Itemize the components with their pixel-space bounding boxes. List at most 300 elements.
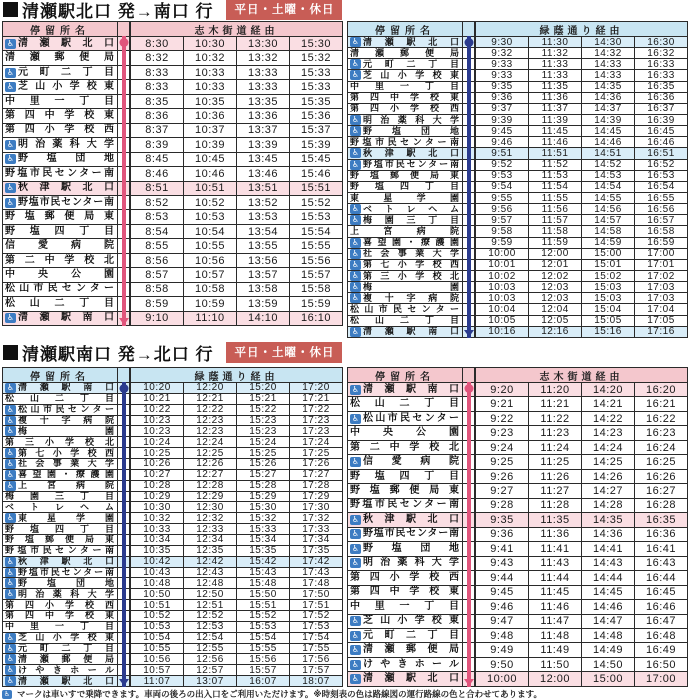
time-cell: 10:05 — [488, 315, 516, 326]
route-line-cell — [118, 95, 131, 108]
route-line-header — [118, 22, 131, 36]
time-cell: 16:43 — [634, 557, 687, 570]
time-cell: 12:04 — [528, 304, 581, 314]
stop-row — [348, 81, 687, 92]
route-line-cell — [118, 225, 131, 238]
stop-row — [348, 159, 687, 170]
route-line-cell — [463, 557, 476, 570]
route-line-cell — [118, 297, 131, 310]
weekday-badge: 平日・土曜・休日 — [226, 0, 342, 20]
stop-name: 第七小学校西 — [363, 259, 459, 270]
section-title-label: 清瀬駅北口 発→南口 行 — [22, 2, 214, 21]
time-cell: 10:00 — [476, 672, 528, 685]
stop-row — [348, 203, 687, 214]
time-cell: 12:48 — [183, 578, 236, 588]
time-cell: 15:24 — [236, 437, 289, 447]
stop-name-cell — [3, 80, 118, 93]
wheelchair-icon: ♿ — [6, 426, 15, 436]
time-cell: 15:53 — [236, 622, 289, 632]
stop-name: 野塩市民センター南 — [363, 159, 459, 170]
time-cell: 14:25 — [581, 455, 634, 468]
time-cell: 14:36 — [581, 528, 634, 541]
time-cell: 11:37 — [528, 104, 581, 114]
time-cell: 12:21 — [183, 394, 236, 404]
stop-row — [348, 69, 687, 80]
time-cell: 17:23 — [289, 416, 342, 426]
section-title-text — [3, 0, 213, 22]
time-cell: 17:24 — [289, 437, 342, 447]
time-cell: 10:36 — [183, 109, 236, 122]
stop-name: 芝山小学校東 — [18, 81, 114, 93]
stop-row — [348, 614, 687, 628]
time-cell: 11:24 — [528, 441, 581, 454]
stop-name-cell — [348, 182, 463, 192]
stop-name: 野塩市民センター南 — [363, 528, 459, 540]
stop-name: 野塩市民センター南 — [350, 499, 459, 511]
time-cell: 8:52 — [145, 196, 169, 209]
time-cell: 10:26 — [143, 459, 171, 469]
stop-name: 第四小学校西 — [5, 600, 114, 610]
time-cell: 14:54 — [581, 182, 634, 192]
stop-row — [348, 92, 687, 103]
route-line-cell — [463, 513, 476, 526]
route-line-cell — [463, 70, 476, 80]
time-cell: 12:57 — [183, 665, 236, 675]
time-cell: 12:52 — [183, 611, 236, 621]
route-header: 緑蔭通り経由 — [476, 22, 687, 36]
stop-row — [348, 671, 687, 685]
route-line-cell — [463, 470, 476, 483]
time-cell: 11:48 — [528, 629, 581, 642]
route-line-cell — [463, 615, 476, 628]
wheelchair-icon: ♿ — [351, 59, 360, 69]
time-cell: 14:56 — [581, 204, 634, 214]
route-line-cell — [118, 502, 131, 512]
stop-row — [348, 326, 687, 337]
wheelchair-icon: ♿ — [351, 271, 360, 281]
time-cell: 14:10 — [236, 312, 289, 325]
stop-name-cell — [3, 676, 118, 686]
time-cell: 15:56 — [289, 254, 342, 267]
time-cell: 14:44 — [581, 571, 634, 584]
time-cell: 11:41 — [528, 542, 581, 555]
time-cell: 10:53 — [183, 210, 236, 223]
stop-name-cell — [3, 254, 118, 267]
stop-name-cell — [348, 571, 463, 584]
time-cell: 10:59 — [183, 297, 236, 310]
wheelchair-icon: ♿ — [6, 82, 15, 92]
time-cell: 16:41 — [634, 542, 687, 555]
stop-name-cell — [3, 312, 118, 325]
stop-row — [3, 480, 342, 491]
wheelchair-icon: ♿ — [6, 643, 15, 653]
stop-name: 社会事業大学 — [18, 459, 114, 469]
route-line-cell — [463, 148, 476, 158]
time-cell: 13:07 — [183, 676, 236, 686]
stop-row — [3, 195, 342, 209]
wheelchair-icon: ♿ — [6, 38, 15, 48]
time-cell: 12:56 — [183, 654, 236, 664]
time-cell: 17:23 — [289, 426, 342, 436]
stop-name: 松山二丁目 — [350, 315, 459, 326]
route-line-cell — [118, 109, 131, 122]
wheelchair-icon: ♿ — [351, 204, 360, 214]
route-line-cell — [118, 665, 131, 675]
time-cell: 10:53 — [143, 621, 171, 632]
time-cell: 10:51 — [143, 600, 171, 611]
stop-name-cell — [3, 210, 118, 223]
time-cell: 14:57 — [581, 215, 634, 225]
section-title-label: 清瀬駅南口 発→北口 行 — [22, 345, 214, 364]
stop-row — [3, 137, 342, 151]
route-header: 志木街道経由 — [131, 22, 342, 36]
stop-name: 芝山小学校東 — [363, 70, 459, 80]
time-cell: 9:30 — [476, 37, 528, 47]
wheelchair-icon: ♿ — [351, 674, 360, 684]
time-cell: 9:45 — [490, 586, 514, 599]
time-cell: 12:54 — [183, 633, 236, 643]
stop-name-cell — [3, 383, 118, 393]
stop-name-cell — [3, 557, 118, 567]
route-line-cell — [118, 448, 131, 458]
route-line-cell — [118, 210, 131, 223]
time-cell: 14:26 — [581, 470, 634, 483]
stop-row — [3, 534, 342, 545]
stop-name: 清瀬駅北口 — [363, 673, 459, 685]
stop-name: 上宮病院 — [350, 226, 459, 236]
time-cell: 12:26 — [183, 459, 236, 469]
time-cell: 16:26 — [634, 470, 687, 483]
wheelchair-icon: ♿ — [6, 197, 15, 207]
time-cell: 8:54 — [145, 225, 169, 238]
time-cell: 17:20 — [289, 383, 342, 393]
time-cell: 10:04 — [488, 304, 516, 315]
stop-name: 第七小学校西 — [18, 448, 114, 458]
time-cell: 16:39 — [634, 115, 687, 125]
stop-name-cell — [3, 66, 118, 79]
route-line-cell — [463, 182, 476, 192]
time-cell: 10:24 — [143, 437, 171, 448]
time-cell: 12:16 — [528, 327, 581, 337]
time-cell: 11:57 — [528, 215, 581, 225]
stop-name: 清瀬駅北口 — [18, 37, 114, 49]
stop-name-cell — [3, 633, 118, 643]
stop-name-cell — [348, 59, 463, 69]
time-cell: 10:55 — [183, 239, 236, 252]
time-cell: 9:35 — [476, 513, 528, 526]
stop-name-cell — [348, 629, 463, 642]
time-cell: 10:57 — [183, 268, 236, 281]
stop-row — [348, 541, 687, 555]
stop-row — [3, 491, 342, 502]
stop-row — [348, 103, 687, 114]
time-cell: 14:22 — [581, 412, 634, 425]
time-cell: 14:45 — [581, 586, 634, 599]
time-cell: 18:07 — [289, 676, 342, 686]
time-cell: 16:45 — [634, 586, 687, 599]
time-cell: 8:57 — [145, 268, 169, 281]
section-title-northbound — [3, 0, 342, 19]
stop-row — [3, 567, 342, 578]
time-cell: 12:22 — [183, 405, 236, 415]
time-cell: 17:30 — [289, 502, 342, 512]
wheelchair-icon: ♿ — [351, 558, 360, 568]
time-cell: 12:35 — [183, 546, 236, 556]
stop-name: 元町二丁目 — [363, 629, 459, 641]
time-cell: 15:51 — [236, 600, 289, 610]
route-line-cell — [463, 37, 476, 47]
stop-row — [3, 267, 342, 281]
time-cell: 13:55 — [236, 239, 289, 252]
stop-name-cell — [348, 93, 463, 103]
stop-row — [3, 404, 342, 415]
title-square-icon — [3, 2, 18, 17]
stop-name-cell — [348, 528, 463, 541]
table-body — [348, 36, 687, 337]
time-cell: 9:35 — [491, 81, 513, 92]
time-cell: 14:21 — [581, 397, 634, 410]
stop-name: 信愛病院 — [5, 240, 114, 252]
wheelchair-icon: ♿ — [6, 313, 15, 323]
stop-name: 清瀬駅南口 — [363, 326, 459, 337]
time-cell: 10:21 — [143, 393, 171, 404]
footer-note-text: マークは車いすで乗降できます。車両の後ろの出入口をご利用いただけます。※時刻表の色は路線図の運行路線の色と合わせてあります。 — [17, 689, 542, 699]
stop-name-cell — [3, 492, 118, 502]
stop-name-cell — [3, 524, 118, 534]
wheelchair-icon: ♿ — [351, 159, 360, 169]
time-cell: 12:28 — [183, 481, 236, 491]
stop-name-cell — [3, 644, 118, 654]
stop-name: 野塩四丁目 — [5, 225, 114, 237]
time-cell: 9:10 — [131, 312, 183, 325]
route-line-cell — [463, 226, 476, 236]
time-cell: 17:51 — [289, 600, 342, 610]
route-line-header — [118, 368, 131, 382]
time-cell: 11:27 — [528, 484, 581, 497]
stop-row — [3, 599, 342, 610]
route-line-cell — [463, 160, 476, 170]
time-cell: 12:23 — [183, 416, 236, 426]
wheelchair-icon: ♿ — [6, 513, 15, 523]
stop-header: 停留所名 — [3, 368, 118, 382]
route-line-cell — [463, 193, 476, 203]
stop-name-cell — [348, 70, 463, 80]
time-cell: 10:02 — [488, 270, 516, 282]
time-cell: 8:55 — [145, 240, 169, 253]
time-cell: 16:27 — [634, 484, 687, 497]
stop-row — [3, 643, 342, 654]
stop-name: けやきホール — [18, 665, 114, 675]
stop-name-cell — [348, 204, 463, 214]
timetable-south-ryokuin — [2, 367, 343, 687]
time-cell: 17:25 — [289, 448, 342, 458]
time-cell: 15:57 — [236, 665, 289, 675]
route-line-cell — [118, 600, 131, 610]
stop-name: 第四中学校東 — [350, 92, 459, 103]
stop-name-cell — [3, 196, 118, 209]
time-cell: 16:47 — [634, 615, 687, 628]
stop-row — [348, 125, 687, 136]
time-cell: 15:23 — [236, 416, 289, 426]
stop-name: 清瀬郵便局 — [5, 52, 114, 64]
stop-row — [348, 512, 687, 526]
time-cell: 16:54 — [634, 182, 687, 192]
stop-name-cell — [348, 282, 463, 292]
time-cell: 13:51 — [236, 182, 289, 195]
time-cell: 13:57 — [236, 268, 289, 281]
wheelchair-icon: ♿ — [6, 139, 15, 149]
stop-name-cell — [348, 484, 463, 497]
stop-name-cell — [3, 502, 118, 512]
time-cell: 8:35 — [145, 95, 169, 108]
stop-name-cell — [3, 239, 118, 252]
time-cell: 12:42 — [183, 557, 236, 567]
route-line-cell — [118, 66, 131, 79]
stop-name-cell — [348, 383, 463, 396]
time-cell: 11:56 — [528, 204, 581, 214]
stop-name: 明治薬科大学 — [18, 138, 114, 150]
time-cell: 11:54 — [528, 182, 581, 192]
time-cell: 14:59 — [581, 238, 634, 248]
route-line-cell — [118, 426, 131, 436]
route-line-cell — [118, 416, 131, 426]
time-cell: 15:54 — [289, 225, 342, 238]
stop-name-cell — [3, 513, 118, 523]
time-cell: 13:52 — [236, 196, 289, 209]
time-cell: 12:29 — [183, 492, 236, 502]
stop-name-cell — [3, 578, 118, 588]
wheelchair-icon: ♿ — [351, 248, 360, 258]
stop-row — [3, 458, 342, 469]
time-cell: 13:30 — [236, 37, 289, 50]
time-cell: 13:58 — [236, 283, 289, 296]
route-line-cell — [463, 542, 476, 555]
table-body — [3, 382, 342, 686]
route-line-cell — [118, 578, 131, 588]
time-cell: 17:00 — [634, 672, 687, 685]
time-cell: 15:29 — [236, 492, 289, 502]
stop-name: 複十字病院 — [363, 293, 459, 303]
route-line-cell — [118, 557, 131, 567]
time-cell: 8:33 — [145, 66, 169, 79]
stop-header: 停留所名 — [3, 22, 118, 36]
time-cell: 11:59 — [528, 238, 581, 248]
time-cell: 11:26 — [528, 470, 581, 483]
time-cell: 14:47 — [581, 615, 634, 628]
route-line-cell — [463, 82, 476, 92]
route-line-cell — [118, 611, 131, 621]
route-line-cell — [118, 254, 131, 267]
time-cell: 16:56 — [634, 204, 687, 214]
stop-name: 野塩市民センター南 — [5, 545, 114, 556]
stop-name: 野塩郵便局東 — [5, 535, 114, 545]
stop-name: 中里一丁目 — [5, 95, 114, 107]
time-cell: 12:02 — [528, 271, 581, 281]
stop-name-cell — [348, 104, 463, 114]
stop-name: 松山市民センター — [350, 304, 459, 314]
time-cell: 11:07 — [131, 676, 183, 686]
stop-row — [3, 282, 342, 296]
time-cell: 15:55 — [236, 644, 289, 654]
stop-name-cell — [348, 643, 463, 656]
stop-name: 中里一丁目 — [350, 600, 459, 612]
route-line-cell — [118, 80, 131, 93]
stop-name-cell — [3, 124, 118, 137]
time-cell: 10:22 — [143, 404, 171, 415]
time-cell: 9:41 — [490, 542, 514, 555]
wheelchair-icon: ♿ — [6, 183, 15, 193]
route-header: 緑蔭通り経由 — [131, 368, 342, 382]
time-cell: 17:22 — [289, 405, 342, 415]
time-cell: 13:35 — [236, 95, 289, 108]
time-cell: 9:53 — [491, 170, 513, 181]
time-cell: 17:04 — [634, 304, 687, 314]
route-line-cell — [463, 238, 476, 248]
stop-row — [3, 296, 342, 310]
stop-row — [348, 642, 687, 656]
stop-row — [3, 610, 342, 621]
time-cell: 14:35 — [581, 82, 634, 92]
time-cell: 15:33 — [289, 66, 342, 79]
stop-row — [3, 393, 342, 404]
time-cell: 15:54 — [236, 633, 289, 643]
time-cell: 9:25 — [490, 456, 514, 469]
stop-row — [3, 79, 342, 93]
stop-row — [348, 181, 687, 192]
time-cell: 12:50 — [183, 589, 236, 599]
time-cell: 12:05 — [528, 316, 581, 326]
time-cell: 9:58 — [491, 226, 513, 237]
stop-name-cell — [348, 658, 463, 671]
route-line-cell — [118, 37, 131, 50]
time-cell: 11:45 — [528, 126, 581, 136]
time-cell: 15:20 — [236, 383, 289, 393]
route-line-cell — [118, 513, 131, 523]
time-cell: 14:58 — [581, 226, 634, 236]
time-cell: 16:35 — [634, 82, 687, 92]
stop-header: 停留所名 — [348, 22, 463, 36]
time-cell: 16:58 — [634, 226, 687, 236]
time-cell: 9:46 — [491, 137, 513, 148]
stop-name: 野塩郵便局東 — [350, 485, 459, 497]
stop-row — [3, 166, 342, 180]
time-cell: 14:20 — [581, 383, 634, 396]
time-cell: 15:00 — [581, 249, 634, 259]
wheelchair-icon: ♿ — [351, 413, 360, 423]
time-cell: 11:49 — [528, 643, 581, 656]
time-cell: 16:51 — [634, 148, 687, 158]
time-cell: 12:27 — [183, 470, 236, 480]
time-cell: 15:58 — [289, 283, 342, 296]
time-cell: 17:00 — [634, 249, 687, 259]
time-cell: 14:55 — [581, 193, 634, 203]
time-cell: 15:16 — [581, 327, 634, 337]
wheelchair-icon: ♿ — [351, 630, 360, 640]
time-cell: 11:47 — [528, 615, 581, 628]
time-cell: 11:39 — [528, 115, 581, 125]
time-cell: 17:29 — [289, 492, 342, 502]
route-line-cell — [118, 239, 131, 252]
stop-name-cell — [3, 622, 118, 632]
time-cell: 11:55 — [528, 193, 581, 203]
stop-name-cell — [3, 51, 118, 64]
stop-name: 野塩郵便局東 — [5, 211, 114, 223]
stop-name-cell — [348, 304, 463, 314]
time-cell: 15:52 — [289, 196, 342, 209]
stop-name: 秋津駅北口 — [363, 148, 459, 158]
stop-row — [348, 237, 687, 248]
time-cell: 13:46 — [236, 167, 289, 180]
